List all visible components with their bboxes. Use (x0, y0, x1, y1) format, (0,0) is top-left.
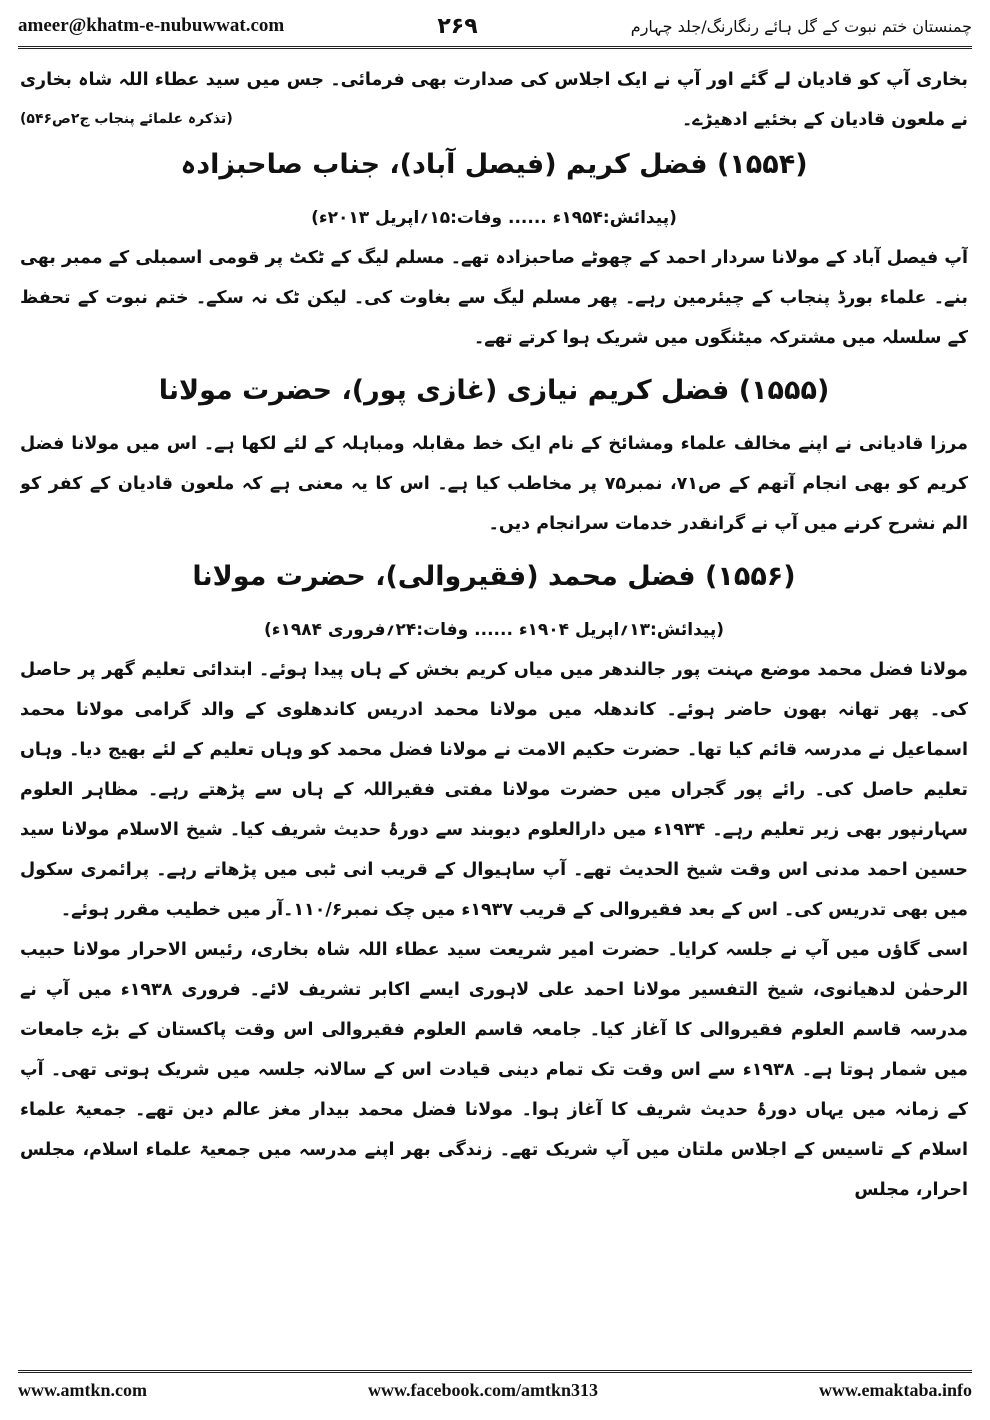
footer-link-emaktaba[interactable]: www.emaktaba.info (818, 1379, 972, 1400)
footer-link-facebook[interactable]: www.facebook.com/amtkn313 (367, 1379, 598, 1400)
footer-link-amtkn[interactable]: www.amtkn.com (18, 1379, 147, 1400)
entry-dates-1556: (پیدائش:۱۳؍اپریل ۱۹۰۴ء ...... وفات:۲۴؍فروری ۱۹۸۴ء) (264, 620, 724, 640)
entry-paragraph-1555: مرزا قادیانی نے اپنے مخالف علماء ومشائخ کے نام ایک خط مقابلہ ومباہلہ کے لئے لکھا ہے۔ اس میں مولانا فضل کریم کو بھی انجام آتھم کے ص۷۱، نمبر۷۵ پر مخاطب کیا ہے۔ اس کا یہ معنی ہے کہ ملعون قادیان کے کفر کو الم نشرح کرنے میں آپ نے گرانقدر خدمات سرانجام دیں۔ (20, 434, 968, 534)
entry-paragraph-1556-a: مولانا فضل محمد موضع مہنت پور جالندھر میں میاں کریم بخش کے ہاں پیدا ہوئے۔ ابتدائی تعلیم گھر پر حاصل کی۔ پھر تھانہ بھون حاضر ہوئے۔ کاندھلہ میں مولانا محمد ادریس کاندھلوی کے والد گرامی مولانا محمد اسماعیل نے مدرسہ قائم کیا تھا۔ حضرت حکیم الامت نے مولانا فضل محمد کو وہاں تعلیم کے لئے بھیج دیا۔ وہاں تعلیم حاصل کی۔ رائے پور گجراں میں حضرت مولانا مفتی فقیراللہ کے ہاں سے پڑھتے رہے۔ مظاہر العلوم سہارنپور بھی زیر تعلیم رہے۔ ۱۹۳۴ء میں دارالعلوم دیوبند سے دورۂ حدیث شریف کیا۔ شیخ الاسلام مولانا سید حسین احمد مدنی اس وقت شیخ الحدیث تھے۔ آپ ساہیوال کے قریب انی ٹبی میں پڑھاتے رہے۔ پرائمری سکول میں بھی تدریس کی۔ اس کے بعد فقیروالی کے قریب ۱۹۳۷ء میں چک نمبر۱۱۰/۶۔آر میں خطیب مقرر ہوئے۔ (20, 660, 968, 920)
entry-paragraph-1556-b: اسی گاؤں میں آپ نے جلسہ کرایا۔ حضرت امیر شریعت سید عطاء اللہ شاہ بخاری، رئیس الاحرار مولانا حبیب الرحمٰن لدھیانوی، شیخ التفسیر مولانا احمد علی لاہوری ایسے اکابر تشریف لائے۔ فروری ۱۹۳۸ء میں آپ نے مدرسہ قاسم العلوم فقیروالی کا آغاز کیا۔ جامعہ قاسم العلوم فقیروالی اس وقت پاکستان کے بڑے جامعات میں شمار ہوتا ہے۔ ۱۹۳۸ء سے اس وقت تک تمام دینی قیادت اس کے سالانہ جلسہ میں شریک ہوتی تھی۔ آپ کے زمانہ میں یہاں دورۂ حدیث شریف کا آغاز ہوا۔ مولانا فضل محمد بیدار مغز عالم دین تھے۔ جمعیۃ علماء اسلام کے تاسیس کے اجلاس ملتان میں آپ شریک تھے۔ زندگی بھر اپنے مدرسہ میں جمعیۃ علماء اسلام، مجلس احرار، مجلس (20, 940, 968, 1200)
entry-heading-1556: (۱۵۵۶) فضل محمد (فقیروالی)، حضرت مولانا (192, 561, 796, 592)
page-header (18, 6, 972, 49)
intro-paragraph: بخاری آپ کو قادیان لے گئے اور آپ نے ایک اجلاس کی صدارت بھی فرمائی۔ جس میں سید عطاء اللہ شاہ بخاری نے ملعون قادیان کے بخئیے ادھیڑے۔ (20, 70, 968, 130)
header-email: ameer@khatm-e-nubuwwat.com (18, 15, 285, 36)
page-footer (18, 1370, 972, 1407)
entry-heading-1555: (۱۵۵۵) فضل کریم نیازی (غازی پور)، حضرت مولانا (158, 375, 830, 406)
page-body (20, 60, 968, 1344)
book-title: چمنستان ختم نبوت کے گل ہائے رنگارنگ/جلد چہارم (630, 16, 972, 36)
page-number: ۲۶۹ (437, 13, 478, 39)
entry-paragraph-1554: آپ فیصل آباد کے مولانا سردار احمد کے چھوٹے صاحبزادہ تھے۔ مسلم لیگ کے ٹکٹ پر قومی اسمبلی کے ممبر بھی بنے۔ علماء بورڈ پنجاب کے چیئرمین رہے۔ پھر مسلم لیگ سے بغاوت کی۔ لیکن ٹک نہ سکے۔ ختم نبوت کے تحفظ کے سلسلہ میں مشترکہ میٹنگوں میں شریک ہوا کرتے تھے۔ (20, 248, 968, 348)
intro-citation: (تذکرہ علمائے پنجاب ج۲ص۵۴۶) (20, 111, 233, 127)
entry-heading-1554: (۱۵۵۴) فضل کریم (فیصل آباد)، جناب صاحبزادہ (180, 149, 808, 180)
entry-dates-1554: (پیدائش:۱۹۵۴ء ...... وفات:۱۵؍اپریل ۲۰۱۳ء) (311, 208, 677, 228)
